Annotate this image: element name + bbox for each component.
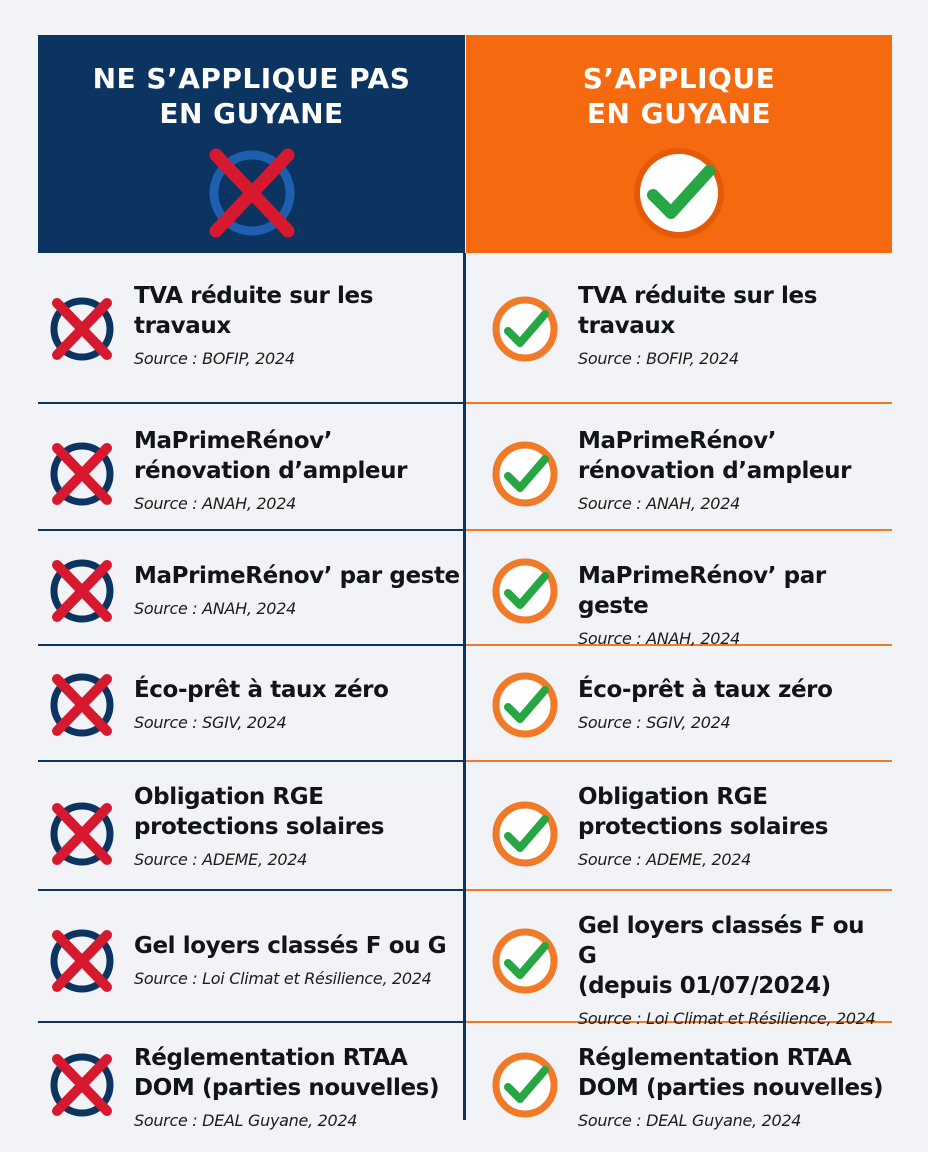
row-text (578, 1043, 888, 1131)
row-text (134, 782, 461, 870)
circle-check-icon (489, 1049, 561, 1125)
row-source: Source : SGIV, 2024 (578, 713, 731, 732)
row-source: Source : DEAL Guyane, 2024 (134, 1111, 358, 1130)
table-row (38, 891, 465, 1023)
table-row (38, 404, 465, 531)
row-title: Gel loyers classés F ou G (depuis 01/07/2024) (578, 913, 865, 999)
row-text (134, 1043, 461, 1131)
circle-check-icon (489, 293, 561, 369)
table-row (466, 891, 892, 1028)
circle-check-icon (489, 669, 561, 745)
row-title: MaPrimeRénov’ par geste (134, 563, 460, 589)
row-text (578, 911, 888, 1029)
row-title: Gel loyers classés F ou G (134, 933, 447, 959)
table-row (466, 531, 892, 646)
row-source: Source : ANAH, 2024 (134, 599, 296, 618)
circle-check-icon (489, 438, 561, 514)
row-title: MaPrimeRénov’ par geste (578, 563, 826, 619)
header-title-left: NE S’APPLIQUE PAS EN GUYANE (92, 62, 411, 130)
circle-cross-icon (202, 143, 302, 247)
header-not-applicable (38, 35, 465, 253)
circle-cross-icon (46, 438, 118, 514)
row-source: Source : ANAH, 2024 (578, 629, 740, 648)
row-text (134, 426, 461, 514)
row-title: Réglementation RTAA DOM (parties nouvelles) (578, 1045, 884, 1101)
row-title: TVA réduite sur les travaux (578, 283, 817, 339)
header-title-right: S’APPLIQUE EN GUYANE (582, 62, 776, 130)
row-source: Source : DEAL Guyane, 2024 (578, 1111, 802, 1130)
circle-check-icon (629, 143, 729, 247)
column-not-applicable (38, 253, 465, 1130)
row-text (134, 281, 461, 369)
row-text (134, 675, 461, 733)
comparison-table (38, 35, 892, 1130)
row-text (578, 426, 888, 514)
row-source: Source : BOFIP, 2024 (578, 349, 739, 368)
table-row (466, 253, 892, 404)
row-source: Source : ANAH, 2024 (134, 494, 296, 513)
column-applicable (466, 253, 892, 1130)
row-title: Éco-prêt à taux zéro (578, 677, 833, 703)
row-text (134, 931, 461, 989)
table-row (466, 762, 892, 891)
circle-cross-icon (46, 798, 118, 874)
row-title: TVA réduite sur les travaux (134, 283, 373, 339)
table-row (466, 646, 892, 762)
row-source: Source : Loi Climat et Résilience, 2024 (134, 969, 432, 988)
row-title: MaPrimeRénov’ rénovation d’ampleur (578, 428, 852, 484)
circle-cross-icon (46, 925, 118, 1001)
row-source: Source : ADEME, 2024 (134, 850, 308, 869)
circle-check-icon (489, 798, 561, 874)
table-row (38, 646, 465, 762)
row-source: Source : ADEME, 2024 (578, 850, 752, 869)
row-source: Source : ANAH, 2024 (578, 494, 740, 513)
row-text (578, 281, 888, 369)
circle-check-icon (489, 555, 561, 631)
circle-cross-icon (46, 1049, 118, 1125)
row-source: Source : BOFIP, 2024 (134, 349, 295, 368)
row-text (578, 675, 888, 733)
table-row (38, 253, 465, 404)
table-row (466, 404, 892, 531)
row-source: Source : Loi Climat et Résilience, 2024 (578, 1009, 876, 1028)
row-text (578, 782, 888, 870)
circle-cross-icon (46, 555, 118, 631)
circle-check-icon (489, 925, 561, 1001)
row-source: Source : SGIV, 2024 (134, 713, 287, 732)
row-text (134, 561, 461, 619)
table-row (38, 531, 465, 646)
circle-cross-icon (46, 293, 118, 369)
row-text (578, 561, 888, 649)
row-title: MaPrimeRénov’ rénovation d’ampleur (134, 428, 408, 484)
table-row (38, 1023, 465, 1130)
table-row (466, 1023, 892, 1130)
row-title: Obligation RGE protections solaires (578, 784, 828, 840)
row-title: Réglementation RTAA DOM (parties nouvelles) (134, 1045, 440, 1101)
circle-cross-icon (46, 669, 118, 745)
header-applicable (466, 35, 892, 253)
table-row (38, 762, 465, 891)
row-title: Éco-prêt à taux zéro (134, 677, 389, 703)
row-title: Obligation RGE protections solaires (134, 784, 384, 840)
